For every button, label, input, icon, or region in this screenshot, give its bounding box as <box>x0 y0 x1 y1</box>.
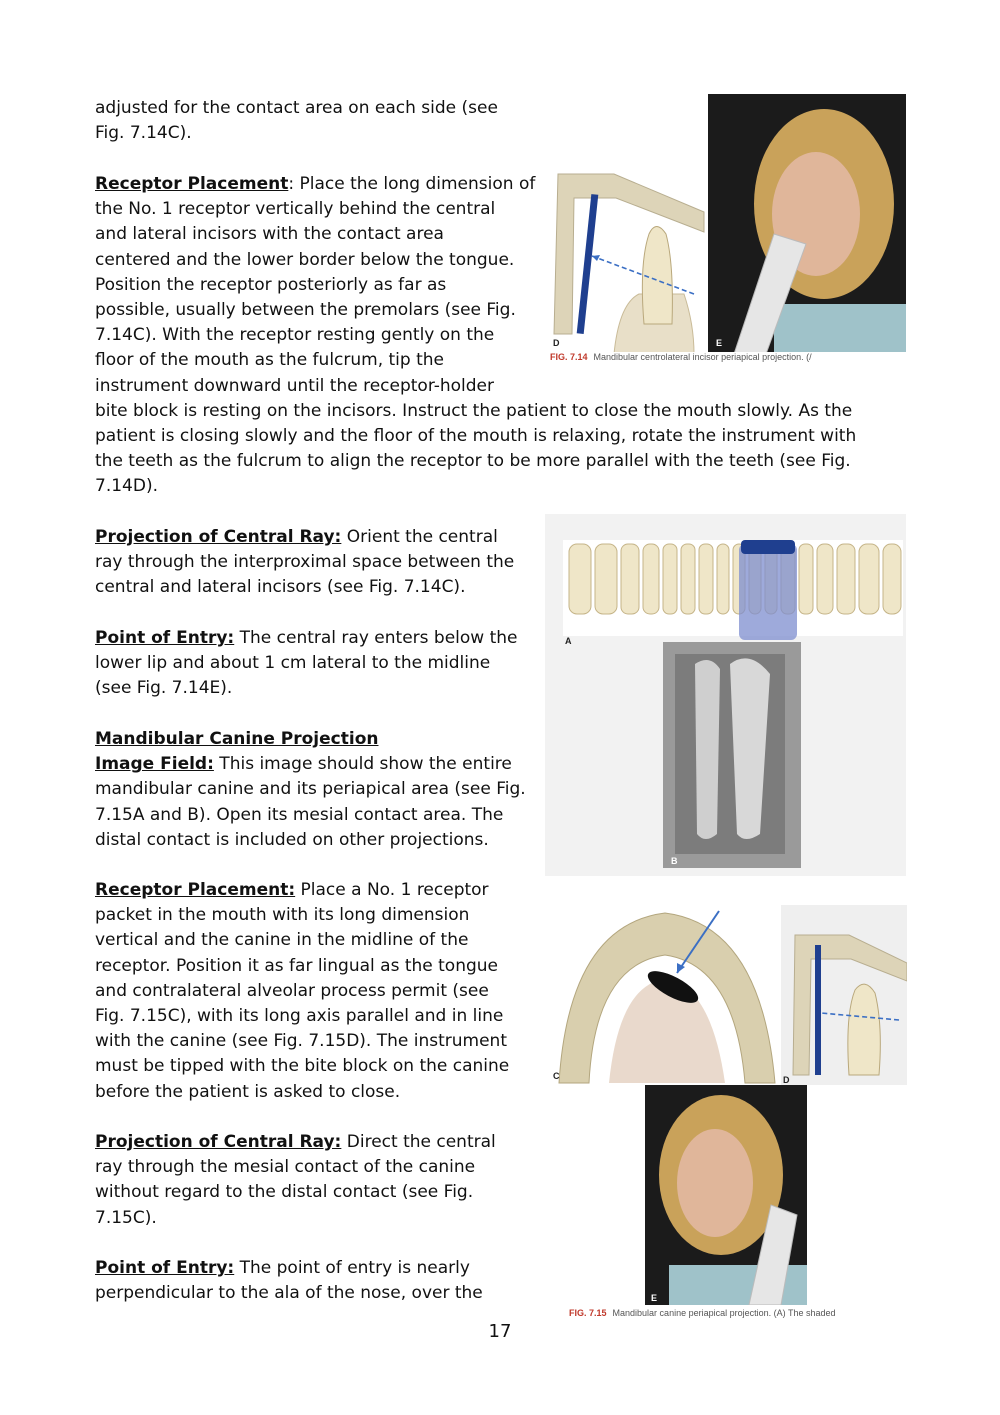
figure-7-15-ab <box>545 514 906 876</box>
point-of-entry-canine: Point of Entry: The point of entry is nearly perpendicular to the ala of the nose, over the <box>95 1258 483 1304</box>
figure-label-c: C <box>553 1071 560 1081</box>
section-heading: Point of Entry: <box>95 628 235 648</box>
section-title: Mandibular Canine Projection <box>95 729 379 749</box>
mandibular-canine-section: Mandibular Canine Projection Image Field: This image should show the entire mandibular canine and its periapical area (see Fig. 7.15A and B). Open its mesial contact area. The distal contact is included on other projections. <box>95 729 526 850</box>
page-number: 17 <box>488 1321 512 1342</box>
figure-label-d: D <box>783 1075 790 1085</box>
figure-7-15-cde-illustration <box>549 905 907 1323</box>
figure-caption: FIG. 7.15 Mandibular canine periapical projection. (A) The shaded <box>569 1308 836 1318</box>
figure-label-d: D <box>553 338 560 348</box>
figure-7-14-illustration <box>544 94 906 368</box>
section-heading: Receptor Placement: <box>95 880 296 900</box>
figure-label-e: E <box>716 338 723 348</box>
figure-caption: FIG. 7.14 Mandibular centrolateral incisor periapical projection. (/ <box>550 352 812 362</box>
figure-7-15-ab-illustration <box>545 514 906 876</box>
section-heading: Receptor Placement <box>95 174 289 194</box>
projection-central-ray-incisor: Projection of Central Ray: Orient the central ray through the interproximal space between the central and lateral incisors (see Fig. 7.14C). <box>95 527 515 598</box>
figure-label-a: A <box>565 636 572 646</box>
section-heading: Projection of Central Ray: <box>95 1132 342 1152</box>
point-of-entry-incisor: Point of Entry: The central ray enters below the lower lip and about 1 cm lateral to the midline (see Fig. 7.14E). <box>95 628 518 699</box>
receptor-placement-canine: Receptor Placement: Place a No. 1 receptor packet in the mouth with its long dimension vertical and the canine in the midline of the receptor. Position it as far lingual as the tongue and contralateral alveolar process permit (see Fig. 7.15C), with its long axis parallel and in line with the canine (see Fig. 7.15D). The instrument must be tipped with the bite block on the canine before the patient is asked to close. <box>95 880 510 1102</box>
projection-central-ray-canine: Projection of Central Ray: Direct the central ray through the mesial contact of the canine without regard to the distal contact (see Fig. 7.15C). <box>95 1132 496 1228</box>
figure-label-b: B <box>671 856 678 866</box>
section-heading: Projection of Central Ray: <box>95 527 342 547</box>
paragraph-continuation: adjusted for the contact area on each side (see Fig. 7.14C). <box>95 98 498 144</box>
section-heading: Image Field: <box>95 754 214 775</box>
figure-7-14 <box>544 94 906 368</box>
figure-7-15-cde <box>549 905 907 1323</box>
figure-label-e: E <box>651 1293 658 1303</box>
receptor-placement-incisor: Receptor Placement: Place the long dimension of the No. 1 receptor vertically behind the central and lateral incisors with the contact area centered and the lower border below the tongue. Position the receptor posteriorly as far as possible, usually between the premolars (see Fig. 7.14C). With the receptor resting gently on the floor of the mouth as the fulcrum, tip the instrument downward until the receptor-holder bite block is resting on the incisors. Instruct the patient to close the mouth slowly. As the patient is closing slowly and the floor of the mouth is relaxing, rotate the instrument with the teeth as the fulcrum to align the receptor to be more parallel with the teeth (see Fig. 7.14D). <box>95 174 857 497</box>
section-heading: Point of Entry: <box>95 1258 235 1278</box>
